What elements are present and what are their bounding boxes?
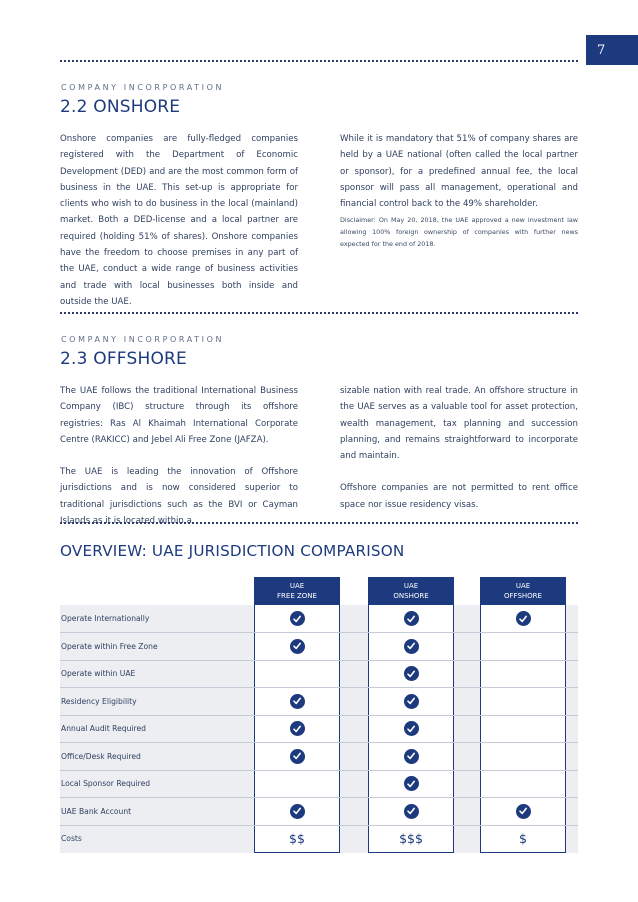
table-row-label: Operate within Free Zone [61,641,158,651]
table-column-header [480,577,566,605]
onshore-right-paragraph: While it is mandatory that 51% of company shares are held by a UAE national (often called the local partner or sponsor), for a predefined annual fee, the local sponsor will pass all management, operational and financial control back to the 49% shareholder. [340,134,578,210]
onshore-disclaimer: Disclaimer: On May 20, 2018, the UAE approved a new investment law allowing 100% foreign ownership of companies with further news expected for the end of 2018. [340,216,578,248]
table-cell [480,770,566,798]
check-circle-icon [404,749,419,764]
overview-title: OVERVIEW: UAE JURISDICTION COMPARISON [60,542,405,560]
table-row-label: Residency Eligibility [61,696,137,706]
check-circle-icon [516,804,531,819]
table-cell [480,798,566,826]
table-row-label: Costs [61,834,82,843]
cost-value: $$$ [399,831,423,847]
table-row [60,770,578,798]
table-row [60,715,578,743]
cost-value: $$ [289,831,305,847]
table-cell [480,688,566,716]
check-circle-icon [404,666,419,681]
table-row [60,688,578,716]
check-circle-icon [404,721,419,736]
check-circle-icon [404,694,419,709]
offshore-right-column [340,383,578,513]
offshore-left-paragraph-2: The UAE is leading the innovation of Offshore jurisdictions and is now considered superior to traditional jurisdictions such as the BVI or Cayman Islands as it is located within a [60,467,298,527]
column-header-line1: UAE [289,582,305,590]
table-cell [368,798,454,826]
section-title-onshore: 2.2 ONSHORE [60,97,181,117]
check-circle-icon [290,749,305,764]
table-cell [254,715,340,743]
table-row [60,633,578,661]
table-cell [368,633,454,661]
table-cell [368,770,454,798]
table-cell [480,715,566,743]
cost-value: $ [519,831,527,847]
check-circle-icon [290,804,305,819]
table-column-header [368,577,454,605]
table-cell [368,660,454,688]
table-cell [254,688,340,716]
section-kicker: COMPANY INCORPORATION [61,335,225,344]
table-column-header [254,577,340,605]
offshore-left-column [60,383,298,529]
column-header-line1: UAE [403,582,419,590]
section-title-offshore: 2.3 OFFSHORE [60,349,187,369]
table-cell [368,715,454,743]
table-row-label: UAE Bank Account [61,806,132,816]
column-header-line2: OFFSHORE [504,592,542,600]
check-circle-icon [404,804,419,819]
check-circle-icon [290,694,305,709]
table-row [60,660,578,688]
table-cell [254,633,340,661]
column-header-line2: FREE ZONE [277,592,317,600]
table-row-label: Operate within UAE [61,669,136,678]
offshore-left-paragraph-1: The UAE follows the traditional International Business Company (IBC) structure through its offshore registries: Ras Al Khaimah International Corporate Centre (RAKICC) and Jebel Ali Free Zone (JAFZA). [60,386,298,445]
dotted-divider [60,522,578,524]
section-kicker: COMPANY INCORPORATION [61,83,225,92]
table-cell [480,633,566,661]
check-circle-icon [290,639,305,654]
table-row-label: Local Sponsor Required [61,779,151,788]
check-circle-icon [404,611,419,626]
dotted-divider [60,312,578,314]
table-cell [368,605,454,633]
table-cell [480,605,566,633]
check-circle-icon [290,721,305,736]
table-cell [254,798,340,826]
table-row-label: Annual Audit Required [61,724,146,733]
table-row [60,605,578,633]
table-row-costs [60,825,578,853]
table-cell [254,770,340,798]
table-cell [368,688,454,716]
onshore-right-column [340,131,578,212]
table-row [60,743,578,771]
column-header-line1: UAE [515,582,531,590]
table-row-label: Operate Internationally [61,614,150,623]
column-header-line2: ONSHORE [393,592,429,600]
dotted-divider [60,60,578,62]
table-cell [254,743,340,771]
comparison-table [60,577,578,853]
check-circle-icon [290,611,305,626]
page-number-badge: 7 [586,35,638,65]
check-circle-icon [404,639,419,654]
offshore-right-paragraph-2: Offshore companies are not permitted to rent office space nor issue residency visas. [340,483,578,510]
table-cell [254,660,340,688]
table-cell [480,660,566,688]
table-cell-cost [368,825,454,853]
table-cell [254,605,340,633]
table-row-label: Office/Desk Required [61,751,141,761]
onshore-left-column [60,131,298,310]
onshore-left-paragraph: Onshore companies are fully-fledged companies registered with the Department of Economic Development (DED) and are the most common form of business in the UAE. This set-up is appropriate for clients who wish to do business in the local (mainland) market. Both a DED-license and a local partner are required (holding 51% of shares). Onshore companies have the freedom to choose premises in any part of the UAE, conduct a wide range of business activities and trade with local businesses both inside and outside the UAE. [60,134,298,307]
table-cell-cost [254,825,340,853]
table-cell [368,743,454,771]
table-cell-cost [480,825,566,853]
check-circle-icon [404,776,419,791]
table-row [60,798,578,826]
offshore-right-paragraph-1: sizable nation with real trade. An offshore structure in the UAE serves as a valuable tool for asset protection, wealth management, tax planning and succession planning, and remains straightforward to incorporate and maintain. [340,386,578,462]
table-cell [480,743,566,771]
check-circle-icon [516,611,531,626]
